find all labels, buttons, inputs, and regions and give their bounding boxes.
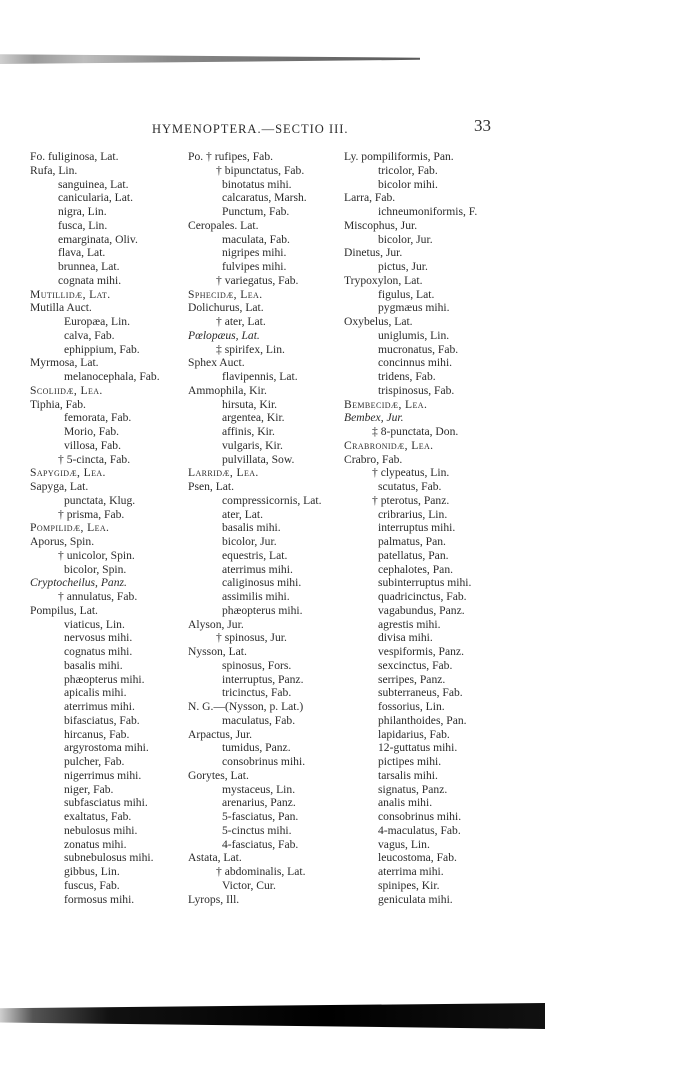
species-entry: bicolor, Jur.	[222, 535, 277, 548]
genus-entry: Nysson, Lat.	[188, 645, 247, 658]
species-entry: cribrarius, Lin.	[378, 507, 448, 521]
family-heading: Mutillidæ, Lat.	[30, 287, 111, 301]
species-entry: assimilis mihi.	[222, 590, 290, 603]
species-entry: 12-guttatus mihi.	[378, 741, 458, 755]
species-entry: † annulatus, Fab.	[58, 590, 138, 603]
species-entry: sexcinctus, Fab.	[378, 658, 453, 672]
species-entry: uniglumis, Lin.	[378, 328, 450, 342]
species-entry: fulvipes mihi.	[222, 260, 287, 273]
species-entry: spinosus, Fors.	[222, 658, 292, 672]
species-entry: argyrostoma mihi.	[64, 741, 149, 755]
species-entry: arenarius, Panz.	[222, 796, 296, 810]
genus-entry: Arpactus, Jur.	[188, 727, 253, 741]
species-entry: femorata, Fab.	[64, 411, 132, 425]
species-entry: basalis mihi.	[222, 521, 281, 535]
species-entry: divisa mihi.	[378, 631, 433, 645]
species-entry: tarsalis mihi.	[378, 768, 438, 782]
genus-entry: Gorytes, Lat.	[188, 768, 249, 782]
species-entry: quadricinctus, Fab.	[378, 590, 467, 603]
genus-entry: Trypoxylon, Lat.	[344, 273, 423, 287]
page-number: 33	[474, 116, 491, 135]
species-entry: vespiformis, Panz.	[378, 645, 464, 658]
genus-entry: Po. † rufipes, Fab.	[188, 150, 274, 163]
genus-entry: Mutilla Auct.	[30, 301, 92, 315]
species-entry: 4-fasciatus, Fab.	[222, 837, 299, 851]
species-entry: ater, Lat.	[222, 507, 264, 521]
genus-entry: Rufa, Lin.	[30, 163, 78, 177]
species-entry: signatus, Panz.	[378, 782, 448, 796]
species-entry: † prisma, Fab.	[58, 507, 125, 521]
family-heading: Sapygidæ, Lea.	[30, 466, 106, 480]
species-entry: viaticus, Lin.	[64, 617, 125, 631]
species-entry: hircanus, Fab.	[64, 727, 130, 741]
species-entry: phæopterus mihi.	[222, 603, 303, 617]
species-entry: 4-maculatus, Fab.	[378, 823, 461, 837]
species-entry: pygmæus mihi.	[378, 301, 450, 315]
column-3	[344, 150, 544, 906]
species-entry: phæopterus mihi.	[64, 672, 145, 686]
species-entry: ephippium, Fab.	[64, 342, 140, 356]
species-entry: basalis mihi.	[64, 658, 123, 672]
species-entry: mystaceus, Lin.	[222, 782, 296, 796]
species-entry: tumidus, Panz.	[222, 741, 291, 755]
species-entry: gibbus, Lin.	[64, 865, 120, 878]
species-entry: ‡ spirifex, Lin.	[216, 342, 285, 356]
species-entry: tricolor, Fab.	[378, 163, 438, 177]
genus-entry: Fo. fuliginosa, Lat.	[30, 150, 119, 163]
species-entry: subterraneus, Fab.	[378, 686, 463, 700]
genus-entry: Ceropales. Lat.	[188, 218, 259, 232]
genus-entry: Pompilus, Lat.	[30, 603, 98, 617]
species-entry: melanocephala, Fab.	[64, 370, 160, 383]
running-title: HYMENOPTERA.—SECTIO III.	[152, 122, 349, 136]
species-entry: † 5-cincta, Fab.	[58, 452, 131, 466]
species-entry: ‡ 8-punctata, Don.	[372, 425, 459, 438]
species-entry: punctata, Klug.	[64, 493, 136, 507]
species-entry: tridens, Fab.	[378, 370, 436, 383]
species-entry: affinis, Kir.	[222, 425, 275, 438]
species-entry: interruptus mihi.	[378, 521, 456, 535]
species-entry: † spinosus, Jur.	[216, 631, 287, 645]
species-entry: pulcher, Fab.	[64, 755, 125, 768]
species-entry: figulus, Lat.	[378, 287, 435, 301]
species-entry: flavipennis, Lat.	[222, 370, 298, 383]
species-entry: tricinctus, Fab.	[222, 686, 292, 700]
scan-edge-bottom	[0, 1003, 545, 1029]
species-entry: Punctum, Fab.	[222, 205, 290, 218]
page-header	[0, 116, 700, 140]
species-entry: patellatus, Pan.	[378, 548, 449, 562]
species-entry: cognata mihi.	[58, 273, 122, 287]
species-entry: lapidarius, Fab.	[378, 727, 450, 741]
genus-entry: Larra, Fab.	[344, 191, 396, 205]
genus-entry: Oxybelus, Lat.	[344, 315, 413, 328]
species-entry: aterrimus mihi.	[64, 700, 135, 713]
species-entry: nigerrimus mihi.	[64, 768, 142, 782]
species-entry: maculata, Fab.	[222, 232, 290, 246]
species-entry: agrestis mihi.	[378, 617, 441, 631]
species-entry: consobrinus mihi.	[222, 755, 306, 768]
genus-entry: Crabro, Fab.	[344, 452, 403, 466]
species-entry: † ater, Lat.	[216, 315, 266, 328]
species-entry: sanguinea, Lat.	[58, 177, 129, 191]
family-heading: Scoliidæ, Lea.	[30, 383, 103, 397]
genus-entry: Lyrops, Ill.	[188, 892, 240, 906]
genus-entry: Tiphia, Fab.	[30, 397, 86, 411]
genus-entry: Astata, Lat.	[188, 851, 242, 865]
species-entry: nervosus mihi.	[64, 631, 133, 645]
genus-entry: Cryptocheilus, Panz.	[30, 576, 127, 590]
species-entry: concinnus mihi.	[378, 356, 453, 370]
genus-entry: Miscophus, Jur.	[344, 218, 418, 232]
family-heading: Crabronidæ, Lea.	[344, 438, 434, 452]
species-entry: caliginosus mihi.	[222, 576, 302, 590]
species-entry: vagabundus, Panz.	[378, 603, 465, 617]
species-entry: cephalotes, Pan.	[378, 562, 454, 576]
genus-entry: Ammophila, Kir.	[188, 383, 267, 397]
species-entry: philanthoides, Pan.	[378, 713, 467, 727]
species-entry: binotatus mihi.	[222, 177, 292, 191]
species-entry: † abdominalis, Lat.	[216, 865, 306, 878]
species-entry: fusca, Lin.	[58, 218, 108, 232]
species-entry: canicularia, Lat.	[58, 191, 133, 205]
species-entry: analis mihi.	[378, 796, 433, 810]
species-entry: exaltatus, Fab.	[64, 810, 132, 823]
species-entry: pictus, Jur.	[378, 260, 428, 273]
species-entry: nigripes mihi.	[222, 246, 287, 260]
species-entry: equestris, Lat.	[222, 548, 288, 562]
species-entry: 5-fasciatus, Pan.	[222, 810, 299, 823]
species-entry: geniculata mihi.	[378, 892, 453, 906]
genus-entry: Psen, Lat.	[188, 480, 235, 493]
species-entry: mucronatus, Fab.	[378, 342, 459, 356]
species-entry: vagus, Lin.	[378, 837, 430, 851]
genus-entry: Pœlopæus, Lat.	[188, 328, 260, 342]
species-entry: ichneumoniformis, F.	[378, 205, 478, 218]
species-entry: nigra, Lin.	[58, 205, 107, 218]
species-entry: maculatus, Fab.	[222, 713, 296, 727]
genus-entry: Dolichurus, Lat.	[188, 301, 264, 315]
species-entry: argentea, Kir.	[222, 411, 285, 425]
species-entry: pictipes mihi.	[378, 755, 442, 768]
species-entry: bicolor, Spin.	[64, 562, 127, 576]
species-entry: aterrima mihi.	[378, 865, 444, 878]
species-entry: pulvillata, Sow.	[222, 452, 295, 466]
species-entry: emarginata, Oliv.	[58, 232, 138, 246]
genus-entry: Dinetus, Jur.	[344, 246, 403, 260]
species-entry: bicolor mihi.	[378, 177, 438, 191]
species-entry: compressicornis, Lat.	[222, 493, 322, 507]
species-entry: consobrinus mihi.	[378, 810, 462, 823]
species-entry: aterrimus mihi.	[222, 562, 293, 576]
genus-entry: Alyson, Jur.	[188, 617, 244, 631]
family-heading: Pompilidæ, Lea.	[30, 521, 110, 535]
species-entry: † pterotus, Panz.	[372, 493, 450, 507]
species-entry: † bipunctatus, Fab.	[216, 163, 305, 177]
genus-entry: Myrmosa, Lat.	[30, 356, 99, 370]
species-entry: interruptus, Panz.	[222, 672, 304, 686]
species-entry: subfasciatus mihi.	[64, 796, 148, 810]
species-entry: trispinosus, Fab.	[378, 383, 455, 397]
species-entry: scutatus, Fab.	[378, 480, 442, 493]
species-entry: nebulosus mihi.	[64, 823, 138, 837]
species-entry: vulgaris, Kir.	[222, 438, 283, 452]
species-entry: zonatus mihi.	[64, 837, 127, 851]
species-entry: bicolor, Jur.	[378, 232, 433, 246]
species-entry: flava, Lat.	[58, 246, 106, 260]
species-entry: Europæa, Lin.	[64, 315, 131, 328]
species-entry: leucostoma, Fab.	[378, 851, 457, 865]
genus-entry: Aporus, Spin.	[30, 535, 95, 548]
species-entry: brunnea, Lat.	[58, 260, 120, 273]
species-entry: fuscus, Fab.	[64, 878, 120, 892]
species-entry: apicalis mihi.	[64, 686, 127, 700]
family-heading: Larridæ, Lea.	[188, 466, 259, 480]
column-2	[188, 150, 348, 906]
species-entry: fossorius, Lin.	[378, 700, 445, 713]
scan-edge-top	[0, 50, 420, 64]
species-entry: † clypeatus, Lin.	[372, 466, 450, 480]
species-entry: villosa, Fab.	[64, 438, 122, 452]
family-heading: Bembecidæ, Lea.	[344, 397, 428, 411]
genus-entry: Sapyga, Lat.	[30, 480, 89, 493]
species-entry: palmatus, Pan.	[378, 535, 446, 548]
species-entry: hirsuta, Kir.	[222, 397, 278, 411]
species-entry: formosus mihi.	[64, 892, 135, 906]
column-1	[30, 150, 190, 906]
species-entry: † variegatus, Fab.	[216, 273, 299, 287]
species-entry: Morio, Fab.	[64, 425, 120, 438]
species-entry: calva, Fab.	[64, 328, 115, 342]
species-entry: cognatus mihi.	[64, 645, 133, 658]
genus-entry: Bembex, Jur.	[344, 411, 404, 425]
family-heading: Sphecidæ, Lea.	[188, 287, 263, 301]
species-entry: spinipes, Kir.	[378, 878, 440, 892]
species-entry: subinterruptus mihi.	[378, 576, 472, 590]
species-entry: Victor, Cur.	[222, 878, 276, 892]
species-entry: serripes, Panz.	[378, 672, 446, 686]
genus-entry: N. G.—(Nysson, p. Lat.)	[188, 700, 304, 713]
species-entry: bifasciatus, Fab.	[64, 713, 140, 727]
genus-entry: Sphex Auct.	[188, 356, 245, 370]
genus-entry: Ly. pompiliformis, Pan.	[344, 150, 454, 163]
species-entry: niger, Fab.	[64, 782, 114, 796]
species-entry: 5-cinctus mihi.	[222, 823, 292, 837]
species-entry: subnebulosus mihi.	[64, 851, 154, 865]
species-entry: calcaratus, Marsh.	[222, 191, 307, 205]
species-entry: † unicolor, Spin.	[58, 548, 135, 562]
